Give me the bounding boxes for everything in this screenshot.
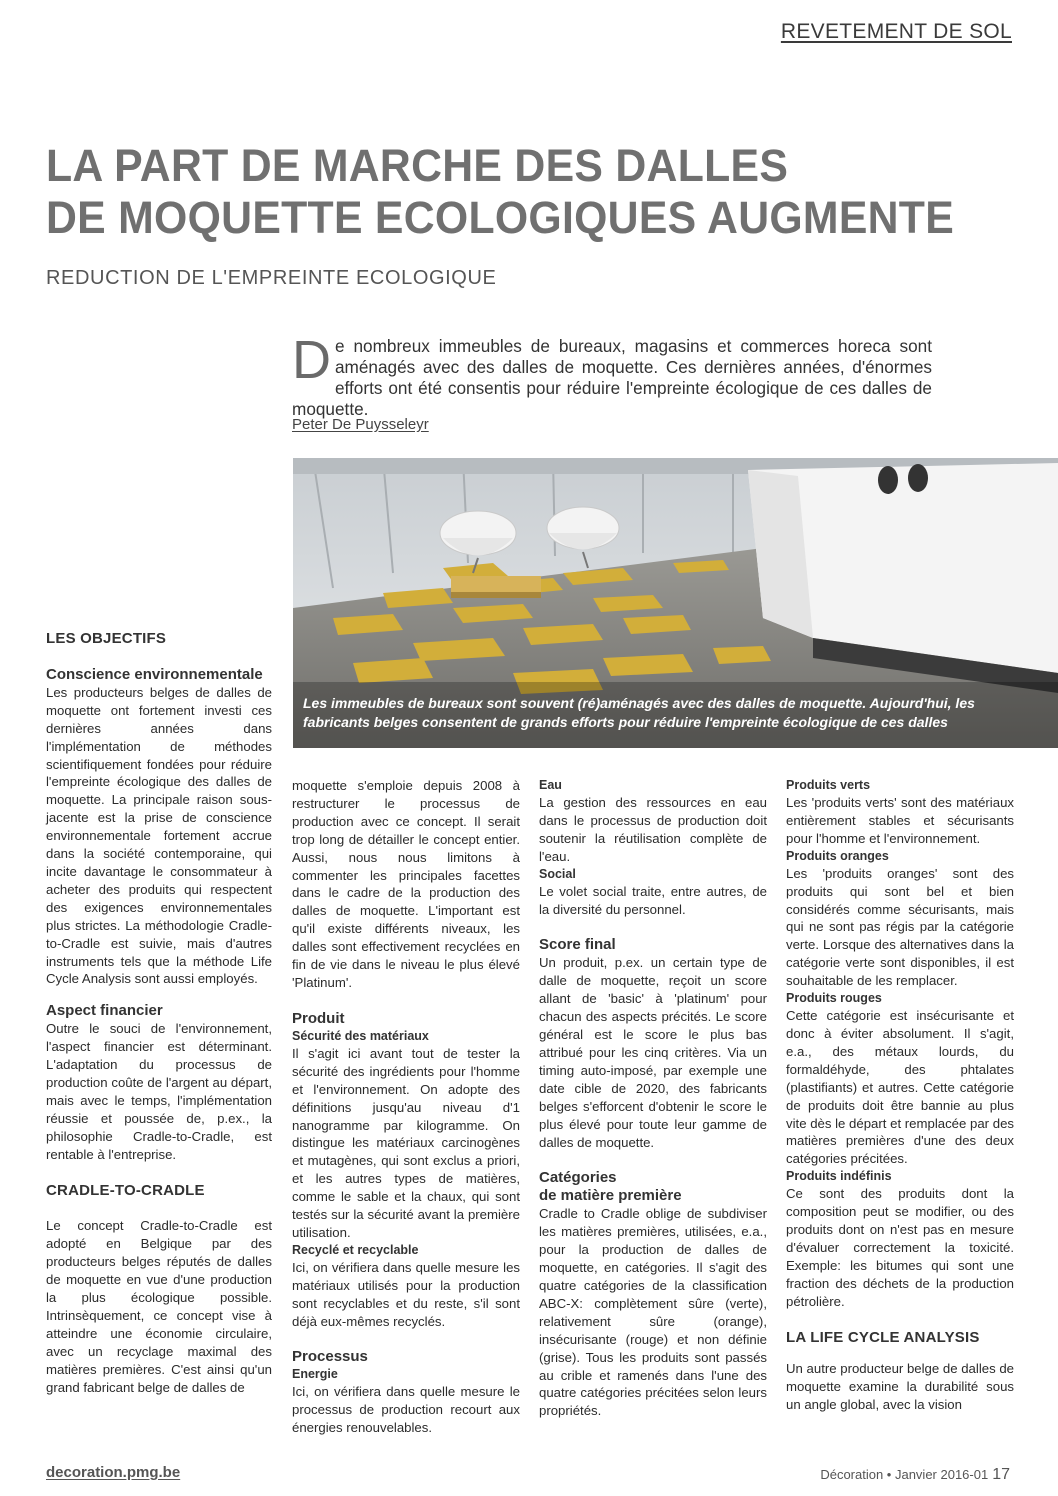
paragraph-securite: Il s'agit ici avant tout de tester la sécurité des ingrédients pour l'homme et l'environnement. On adopte des définitions jusqu'au niveau d'1 nanogramme par kilogramme. On distingue les matériaux carcinogènes et mutagènes, qui sont exclus a priori, et les autres types de matières, comme le sable et la chaux, qui sont testés sur la sécurité avant la première utilisation. [292, 1045, 520, 1240]
paragraph-score-final: Un produit, p.ex. un certain type de dalle de moquette, reçoit un score allant de 'basic' à 'platinum' pour chacun des aspects précités. Le score général est le score le plus bas attribué pour les cinq critères. Via un timing auto-imposé, par exemple une date cible de 2020, des fabricants belges s'efforcent d'obtenir le score le plus élevé pour toute leur gamme de dalles de moquette. [539, 955, 767, 1150]
subheading-produit: Produit [292, 1009, 345, 1027]
heading-les-objectifs: LES OBJECTIFS [46, 630, 167, 647]
page-number: 17 [992, 1466, 1010, 1483]
paragraph-produits-verts: Les 'produits verts' sont des matériaux entièrement stables et sécurisants pour l'homme et l'environnement. [786, 795, 1014, 846]
paragraph-aspect-financier: Outre le souci de l'environnement, l'aspect financier est déterminant. L'adaptation du processus de production coûte de l'argent au départ, mais avec le temps, l'implémentation réussie et poussée de, p.ex., la philosophie Cradle-to-Cradle, est rentable à l'entreprise. [46, 1021, 272, 1162]
subheading-produits-rouges: Produits rouges [786, 991, 882, 1006]
paragraph-energie: Ici, on vérifiera dans quelle mesure le processus de production recourt aux énergies renouvelables. [292, 1384, 520, 1436]
paragraph-social: Le volet social traite, entre autres, de la diversité du personnel. [539, 883, 767, 917]
subheading-produits-oranges: Produits oranges [786, 848, 889, 863]
headline-line-1: LA PART DE MARCHE DES DALLES [46, 140, 789, 191]
column-4 [786, 777, 1014, 1414]
footer-website-link[interactable]: decoration.pmg.be [46, 1464, 181, 1481]
subheading-produits-verts: Produits verts [786, 778, 871, 792]
column-2 [292, 777, 520, 1437]
paragraph-produits-indefinis: Ce sont des produits dont la composition peut se modifier, ou des produits dont on n'est pas en mesure d'évaluer correctement la toxicité. Exemple: les bitumes qui sont une fraction des déchets de la production pétrolière. [786, 1186, 1014, 1309]
paragraph-life-cycle-analysis: Un autre producteur belge de dalles de moquette examine la durabilité sous un angle global, avec la vision [786, 1361, 1015, 1413]
subheading-conscience: Conscience environnementale [46, 665, 263, 683]
subheading-social: Social [539, 866, 576, 881]
subheading-recycle: Recyclé et recyclable [292, 1242, 419, 1257]
headline [46, 140, 967, 244]
heading-cradle-to-cradle: CRADLE-TO-CRADLE [46, 1181, 205, 1199]
subheading-securite: Sécurité des matériaux [292, 1028, 429, 1043]
subheading-processus: Processus [292, 1348, 368, 1366]
subheading-categories: Catégories [539, 1169, 617, 1187]
footer-magazine-info [820, 1466, 1010, 1484]
column-1 [46, 630, 272, 1397]
paragraph-produits-rouges: Cette catégorie est insécurisante et donc à éviter absolument. Il s'agit, e.a., des métaux lourds, du formaldéhyde, des phtalates (plastifiants) et autres. Cette catégorie de produits doit être bannie au plus vite dès le départ et remplacée par des matières premières d'une des deux catégories précitées. [786, 1008, 1014, 1167]
subheading-produits-indefinis: Produits indéfinis [786, 1169, 892, 1184]
subheading-score-final: Score final [539, 936, 616, 954]
intro-dropcap: D [292, 330, 331, 390]
paragraph-conscience: Les producteurs belges de dalles de moquette ont fortement investi ces dernières années dans l'implémentation de méthodes scientifiquement fondées pour réduire l'empreinte écologique des dalles de moquette. La principale raison sous-jacente est la prise de conscience environnementale fortement accrue dans la société contemporaine, qui incite davantage le consommateur à acheter des produits qui respectent des exigences environnementales plus strictes. La méthodologie Cradle-to-Cradle est suivie, mais d'autres instruments tels que la méthode Life Cycle Analysis sont aussi employés. [46, 684, 272, 987]
intro-text: e nombreux immeubles de bureaux, magasins et commerces horeca sont aménagés avec des dalles de moquette. Ces dernières années, d'énormes efforts ont été consentis pour réduire l'empreinte écologique de ces dalles de moquette. [292, 336, 932, 419]
headline-line-2: DE MOQUETTE ECOLOGIQUES AUGMENTE [46, 192, 955, 243]
intro-paragraph [292, 330, 932, 420]
footer-magazine-issue: Décoration • Janvier 2016-01 [820, 1467, 989, 1482]
subheading-aspect-financier: Aspect financier [46, 1002, 163, 1020]
paragraph-produits-oranges: Les 'produits oranges' sont des produits qui sont bel et bien considérés comme sécurisants, mais qui ne sont pas régis par la catégorie verte. Lorsque des alternatives dans la catégorie verte sont disponibles, il est souhaitable de les remplacer. [786, 865, 1014, 989]
paragraph-categories: Cradle to Cradle oblige de subdiviser les matières premières, utilisées, e.a., pour la production de dalles de moquette, en catégories. Il s'agit des quatre catégories de la classification ABC-X: complètement sûre (verte), relativement sûre (orange), insécurisante (rouge) et non définie (grise). Tous les produits sont passés au crible et ramenés dans l'une des quatre catégories précitées selon leurs propriétés. [539, 1206, 767, 1419]
paragraph-c2c-continued: moquette s'emploie depuis 2008 à restructurer le processus de production avec ce concept. Il serait trop long de détailler le concept entier. Aussi, nous nous limitons à commenter les principales facettes dans le cadre de la production des dalles de moquette. L'important est qu'il existe différents niveaux, les dalles sont effectivement recyclées en fin de vie dans le niveau le plus élevé 'Platinum'. [292, 778, 520, 990]
subheading-eau: Eau [539, 778, 562, 792]
column-3 [539, 777, 767, 1420]
section-label: REVETEMENT DE SOL [780, 20, 1012, 43]
author-byline: Peter De Puysseleyr [292, 416, 429, 433]
paragraph-recycle: Ici, on vérifiera dans quelle mesure les matériaux utilisés pour la production sont recyclables et du reste, s'il sont déjà eux-mêmes recyclés. [292, 1259, 520, 1329]
subheading-matiere-premiere: de matière première [539, 1187, 682, 1205]
paragraph-eau: La gestion des ressources en eau dans le processus de production doit soutenir la réutilisation complète de l'eau. [539, 795, 767, 864]
photo-caption: Les immeubles de bureaux sont souvent (ré)aménagés avec des dalles de moquette. Aujourd'hui, les fabricants belges consentent de grands efforts pour réduire l'empreinte écologique de ces dalles [303, 695, 975, 730]
paragraph-cradle-to-cradle: Le concept Cradle-to-Cradle est adopté en Belgique par des producteurs belges réputés de dalles de moquette en vue d'une production la plus écologique possible. Intrinsèquement, ce concept vise à atteindre une économie circulaire, avec un recyclage maximal des matières premières. C'est ainsi qu'un grand fabricant belge de dalles de [46, 1218, 272, 1395]
subheading-energie: Energie [292, 1367, 338, 1382]
subtitle: REDUCTION DE L'EMPREINTE ECOLOGIQUE [46, 267, 497, 289]
heading-life-cycle-analysis: LA LIFE CYCLE ANALYSIS [786, 1328, 980, 1346]
